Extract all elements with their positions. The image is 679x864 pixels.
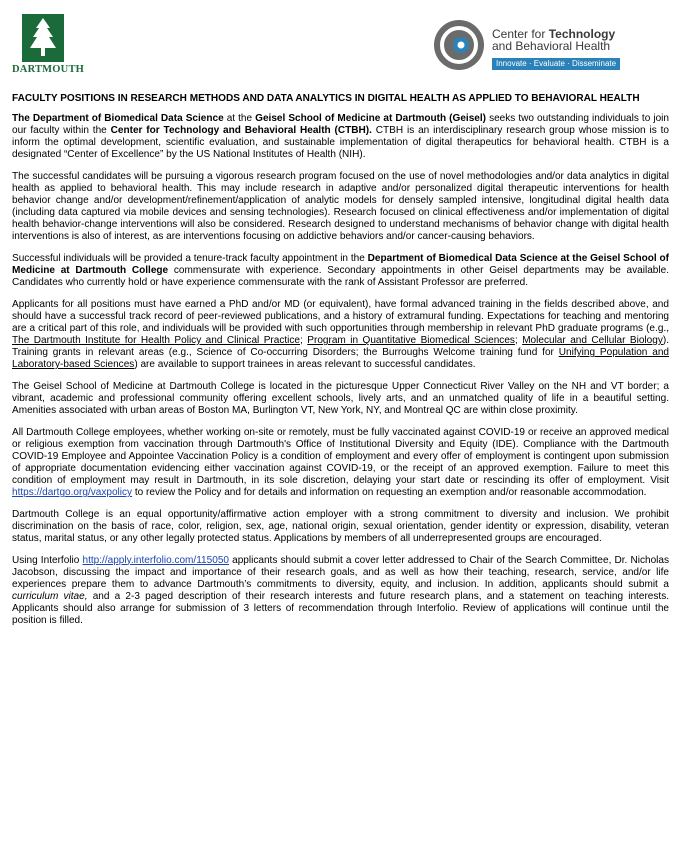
ctbh-circle-icon (432, 18, 486, 72)
paragraph-research-focus: The successful candidates will be pursuing a vigorous research program focused on the use of novel methodologies and/or data analytics in digital health as applied to behavioral health. This may include research in adaptive and/or personalized digital therapeutic interventions for health behavior change and/or development/refinement/application of analytic models for densely sampled intensive, longitudinal digital health data (including data captured via mobile devices and sensing technologies). Research focused on clinical effectiveness and/or implementation of digital health behavior-change interventions will also be considered. Research designed to understand mechanisms of behavior change with digital health interventions is also of interest, as are interventions focusing on addictive behaviors and/or cancer-causing behaviors. (12, 170, 669, 243)
paragraph-vaccination: All Dartmouth College employees, whether working on-site or remotely, must be fully vaccinated against COVID-19 or receive an approved medical or religious exemption from vaccination through Dartmouth's Office of Institutional Diversity and Equity (IDE). Compliance with the Dartmouth COVID-19 Employee and Appointee Vaccination Policy is a condition of employment and every offer of employment is contingent upon submission of appropriate documentation evidencing either vaccination against COVID-19, or the receipt of an approved exemption. Failure to meet this condition of employment may result in Dartmouth, in its sole discretion, delaying your start date or rescinding its offer of employment. Visit https://dartgo.org/vaxpolicy to review the Policy and for details and information on requesting an exemption and/or reasonable accommodation. (12, 426, 669, 499)
link-vaxpolicy[interactable]: https://dartgo.org/vaxpolicy (12, 487, 133, 499)
ctbh-name-line2: and Behavioral Health (492, 39, 611, 53)
link-tdi-program[interactable]: The Dartmouth Institute for Health Policy and Clinical Practice (12, 335, 301, 347)
dartmouth-wordmark: DARTMOUTH (12, 64, 85, 75)
ctbh-name-line1: Center for Technology (492, 27, 616, 41)
paragraph-location: The Geisel School of Medicine at Dartmouth College is located in the picturesque Upper Connecticut River Valley on the NH and VT border; a vibrant, academic and professional community offering excellent schools, lively arts, and an unmatched quality of life in a beautiful setting. Amenities associated with urban areas of Boston MA, Burlington VT, New York, NY, and Montreal QC are within close proximity. (12, 380, 669, 417)
paragraph-qualifications: Applicants for all positions must have earned a PhD and/or MD (or equivalent), have formal advanced training in the fields described above, and should have a successful track record of peer-reviewed publications, and a history of extramural funding. Expectations for teaching and mentoring are a critical part of this role, and individuals will be provided with such opportunities through membership in relevant PhD graduate programs (e.g., The Dartmouth Institute for Health Policy and Clinical Practice; Program in Quantitative Biomedical Sciences; Molecular and Cellular Biology). Training grants in relevant areas (e.g., Science of Co-occurring Disorders; the Burroughs Welcome training fund for Unifying Population and Laboratory-based Sciences) are available to support trainees in areas relevant to successful candidates. (12, 298, 670, 371)
ctbh-tagline: Innovate · Evaluate · Disseminate (492, 58, 620, 70)
ctbh-logo (432, 20, 672, 72)
page-title: FACULTY POSITIONS IN RESEARCH METHODS AND DATA ANALYTICS IN DIGITAL HEALTH AS APPLIED TO BEHAVIORAL HEALTH (12, 93, 640, 104)
link-qbs-program[interactable]: Program in Quantitative Biomedical Sciences (307, 335, 515, 347)
header (0, 0, 679, 90)
link-unifying-sciences[interactable]: Unifying Population and Laboratory-based Sciences (12, 347, 669, 371)
paragraph-intro: The Department of Biomedical Data Science at the Geisel School of Medicine at Dartmouth (Geisel) seeks two outstanding individuals to join our faculty within the Center for Technology and Behavioral Health (CTBH). CTBH is an interdisciplinary research group whose mission is to inform the optimal development, scientific evaluation, and sustainable implementation of digital therapeutics for behavioral health. CTBH is a designated “Center of Excellence” by the US National Institutes of Health (NIH). (12, 113, 669, 161)
job-posting-body (12, 93, 669, 637)
paragraph-appointment: Successful individuals will be provided a tenure-track faculty appointment in the Department of Biomedical Data Science at the Geisel School of Medicine at Dartmouth College commensurate with experience. Secondary appointments in other Geisel departments may be available. Candidates who currently hold or have experience commensurate with the rank of Assistant Professor are preferred. (12, 253, 669, 289)
ctbh-text (492, 28, 620, 71)
paragraph-eoe: Dartmouth College is an equal opportunity/affirmative action employer with a strong commitment to diversity and inclusion. We prohibit discrimination on the basis of race, color, religion, sex, age, national origin, sexual orientation, gender identity or expression, disability, veteran status, marital status, or any other legally protected status. Applications by members of all underrepresented groups are encouraged. (12, 508, 669, 544)
paragraph-application: Using Interfolio http://apply.interfolio.com/115050 applicants should submit a cover letter addressed to Chair of the Search Committee, Dr. Nicholas Jacobson, discussing the impact and importance of their research goals, and as well as how their teaching, research, service, and/or life experiences prepare them to advance Dartmouth’s commitments to diversity, equity, and inclusion. In addition, applicants should submit a curriculum vitae, and a 2-3 paged description of their research interests and future research plans, and a statement on teaching interests. Applicants should also arrange for submission of 3 letters of recommendation through Interfolio. Review of applications will continue until the position is filled. (12, 554, 670, 626)
link-interfolio[interactable]: http://apply.interfolio.com/115050 (82, 554, 229, 566)
link-mcb-program[interactable]: Molecular and Cellular Biology (522, 335, 663, 347)
